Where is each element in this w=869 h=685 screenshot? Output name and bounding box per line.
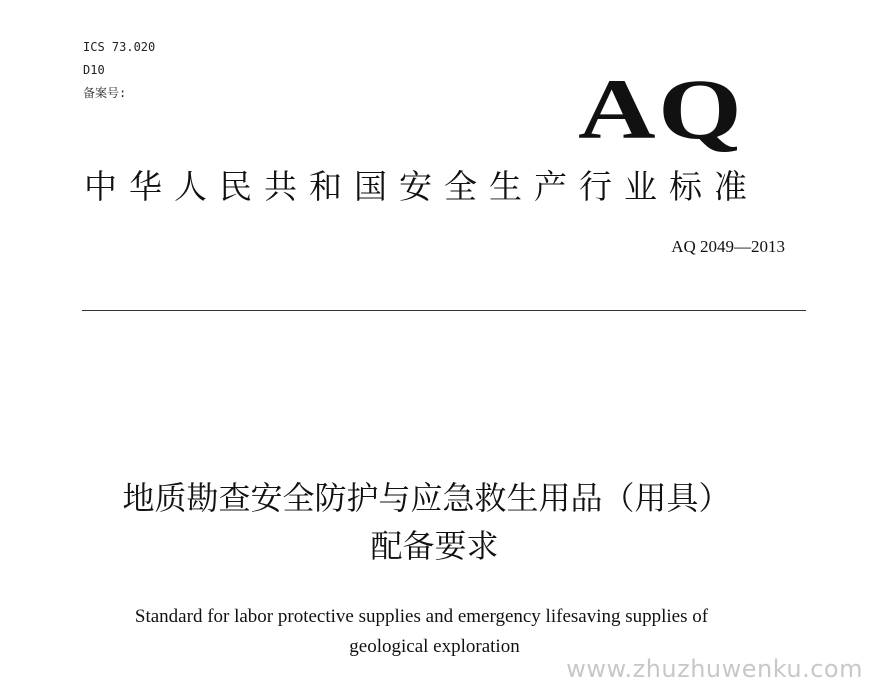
ics-code: ICS 73.020 <box>83 40 156 54</box>
document-title-chinese <box>0 474 869 570</box>
classification-code: D10 <box>83 63 105 77</box>
issuing-organization: 中华人民共和国安全生产行业标准 <box>84 167 759 206</box>
title-cn-line-2: 配备要求 <box>370 527 499 565</box>
document-title-english <box>0 602 869 662</box>
aq-logo: AQ <box>578 61 745 157</box>
header-codes <box>83 36 155 105</box>
standard-number: AQ 2049—2013 <box>671 237 785 256</box>
site-watermark: www.zhuzhuwenku.com <box>566 655 863 683</box>
title-cn-line-1: 地质勘查安全防护与应急救生用品（用具） <box>122 479 731 517</box>
title-en-line-2: geological exploration <box>349 636 520 657</box>
filing-number-label: 备案号: <box>83 86 127 100</box>
header-divider <box>82 310 806 311</box>
title-en-line-1: Standard for labor protective supplies and emergency lifesaving supplies of <box>134 606 709 627</box>
